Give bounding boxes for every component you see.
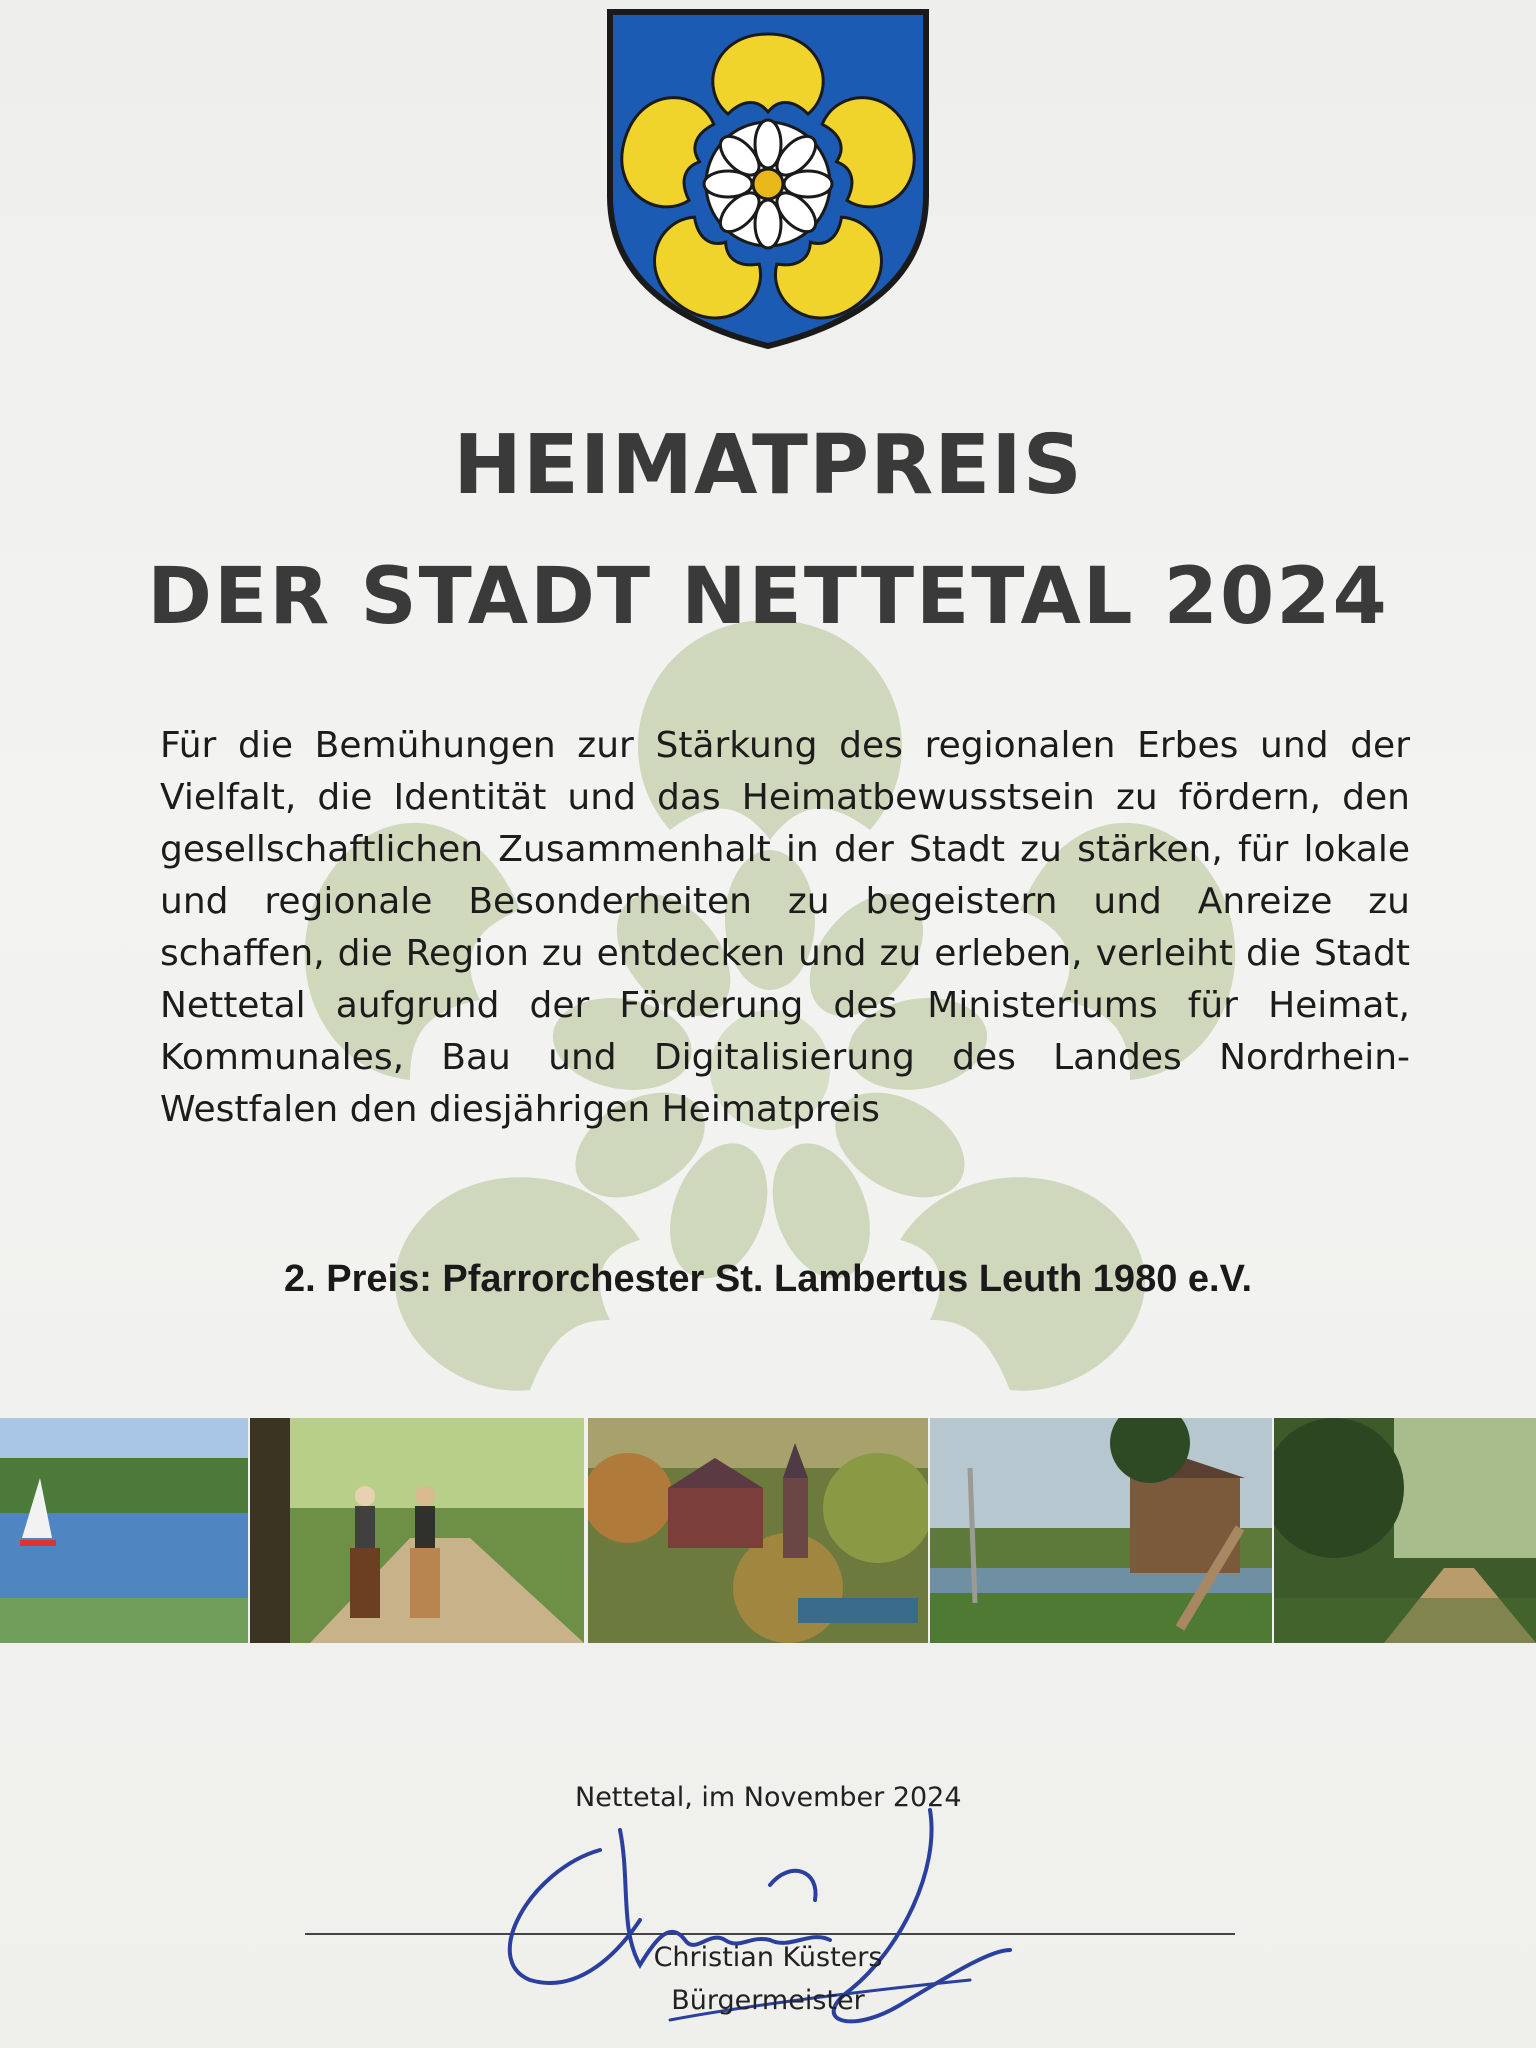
certificate-title: HEIMATPREIS [453, 418, 1083, 513]
photo-forest-path [1274, 1418, 1536, 1643]
photo-castle-autumn [588, 1418, 928, 1643]
city-coat-of-arms [600, 6, 936, 351]
signer-name: Christian Küsters [653, 1942, 883, 1973]
award-citation: Für die Bemühungen zur Stärkung des regionalen Erbes und der Vielfalt, die Identität und das Heimatbewusstsein zu fördern, den gesellschaftlichen Zusammenhalt in der Stadt zu stärken, für lokale und regionale Besonderheiten zu begeistern und Anreize zu schaffen, die Region zu entdecken und zu erleben, verleiht die Stadt Nettetal aufgrund der Förderung des Ministeriums für Heimat, Kommunales, Bau und Digitalisierung des Landes Nordrhein-Westfalen den diesjährigen Heimatpreis [160, 725, 1410, 1130]
photo-observation-tower [930, 1418, 1272, 1643]
photo-strip [0, 1418, 1536, 1643]
certificate-subtitle: DER STADT NETTETAL 2024 [147, 552, 1389, 642]
place-and-date: Nettetal, im November 2024 [575, 1782, 962, 1813]
photo-lake-sailboat [0, 1418, 248, 1643]
photo-horse-riders [250, 1418, 584, 1643]
prize-winner: 2. Preis: Pfarrorchester St. Lambertus Leuth 1980 e.V. [284, 1258, 1252, 1300]
signer-role: Bürgermeister [671, 1985, 865, 2016]
